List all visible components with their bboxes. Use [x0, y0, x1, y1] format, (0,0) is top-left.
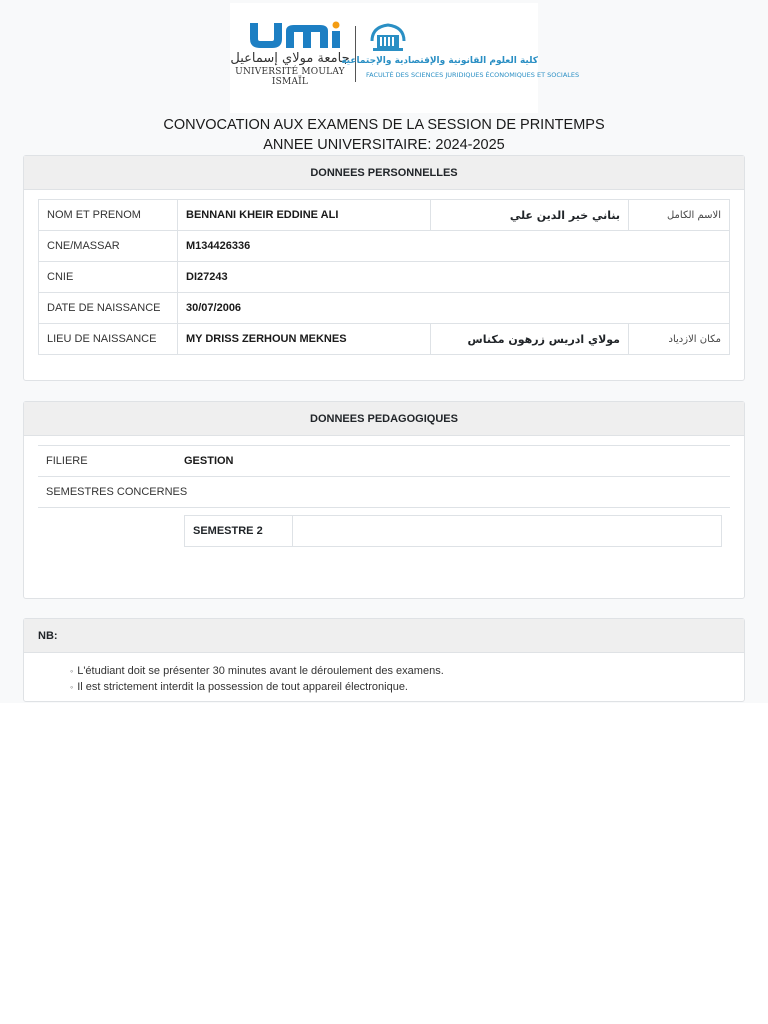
- personal-data-table: [38, 199, 730, 355]
- notes-card: [23, 618, 745, 702]
- personal-data-header: DONNEES PERSONNELLES: [24, 156, 744, 190]
- table-row: [39, 324, 730, 355]
- semestre-detail: [293, 516, 722, 547]
- full-name-value: BENNANI KHEIR EDDINE ALI: [178, 200, 431, 231]
- pedagogic-data-header: DONNEES PEDAGOGIQUES: [24, 402, 744, 436]
- umi-logo: [230, 21, 350, 85]
- note-text: L'étudiant doit se présenter 30 minutes avant le déroulement des examens.: [77, 665, 444, 677]
- table-row: [39, 293, 730, 324]
- pedagogic-data-card: [23, 401, 745, 599]
- birth-place-arabic-label: مكان الازدياد: [629, 324, 730, 355]
- cnie-value: DI27243: [178, 262, 730, 293]
- table-row: [185, 516, 722, 547]
- faculty-latin-name: FACULTÉ DES SCIENCES JURIDIQUES ÉCONOMIQUES ET SOCIALES: [366, 71, 580, 79]
- note-text: Il est strictement interdit la possession de tout appareil électronique.: [77, 681, 408, 693]
- faculty-arabic-name: كلية العلوم القانونية والإقتصادية والإجتماعية: [341, 56, 538, 66]
- filiere-value: GESTION: [184, 455, 234, 467]
- divider: [38, 507, 730, 508]
- umi-latin-name: UNIVERSITÉ MOULAY ISMAÏL: [235, 67, 345, 87]
- table-row: [39, 200, 730, 231]
- page-title: [0, 115, 768, 155]
- list-item: [70, 663, 444, 679]
- birth-place-arabic-value: مولاي ادريس زرهون مكناس: [431, 324, 629, 355]
- birth-place-value: MY DRISS ZERHOUN MEKNES: [178, 324, 431, 355]
- personal-data-card: [23, 155, 745, 381]
- header-logos: [230, 3, 580, 113]
- birth-date-label: DATE DE NAISSANCE: [39, 293, 178, 324]
- title-line-year: ANNEE UNIVERSITAIRE: 2024-2025: [263, 137, 505, 153]
- umi-arabic-name: جامعة مولاي إسماعيل: [230, 51, 350, 66]
- semestre-table: [184, 515, 722, 547]
- birth-date-value: 30/07/2006: [178, 293, 730, 324]
- cne-massar-label: CNE/MASSAR: [39, 231, 178, 262]
- bullet-icon: ◦: [70, 682, 74, 692]
- semestres-row: [38, 476, 730, 507]
- full-name-arabic-label: الاسم الكامل: [629, 200, 730, 231]
- list-item: [70, 679, 444, 695]
- semestres-label: SEMESTRES CONCERNES: [46, 486, 188, 498]
- title-line-session: CONVOCATION AUX EXAMENS DE LA SESSION DE PRINTEMPS: [163, 117, 605, 133]
- semestre-name: SEMESTRE 2: [185, 516, 293, 547]
- full-name-arabic-value: بناني خير الدين علي: [431, 200, 629, 231]
- filiere-row: [38, 445, 730, 476]
- bullet-icon: ◦: [70, 666, 74, 676]
- filiere-label: FILIERE: [46, 455, 88, 467]
- faculty-logo: [341, 23, 580, 85]
- birth-place-label: LIEU DE NAISSANCE: [39, 324, 178, 355]
- logo-divider: [355, 26, 356, 82]
- cne-massar-value: M134426336: [178, 231, 730, 262]
- table-row: [39, 262, 730, 293]
- table-row: [39, 231, 730, 262]
- umi-mark-icon: [246, 21, 346, 51]
- full-name-label: NOM ET PRENOM: [39, 200, 178, 231]
- faculty-building-icon: [368, 23, 408, 53]
- notes-list: [70, 663, 444, 695]
- cnie-label: CNIE: [39, 262, 178, 293]
- notes-header: NB:: [24, 619, 744, 653]
